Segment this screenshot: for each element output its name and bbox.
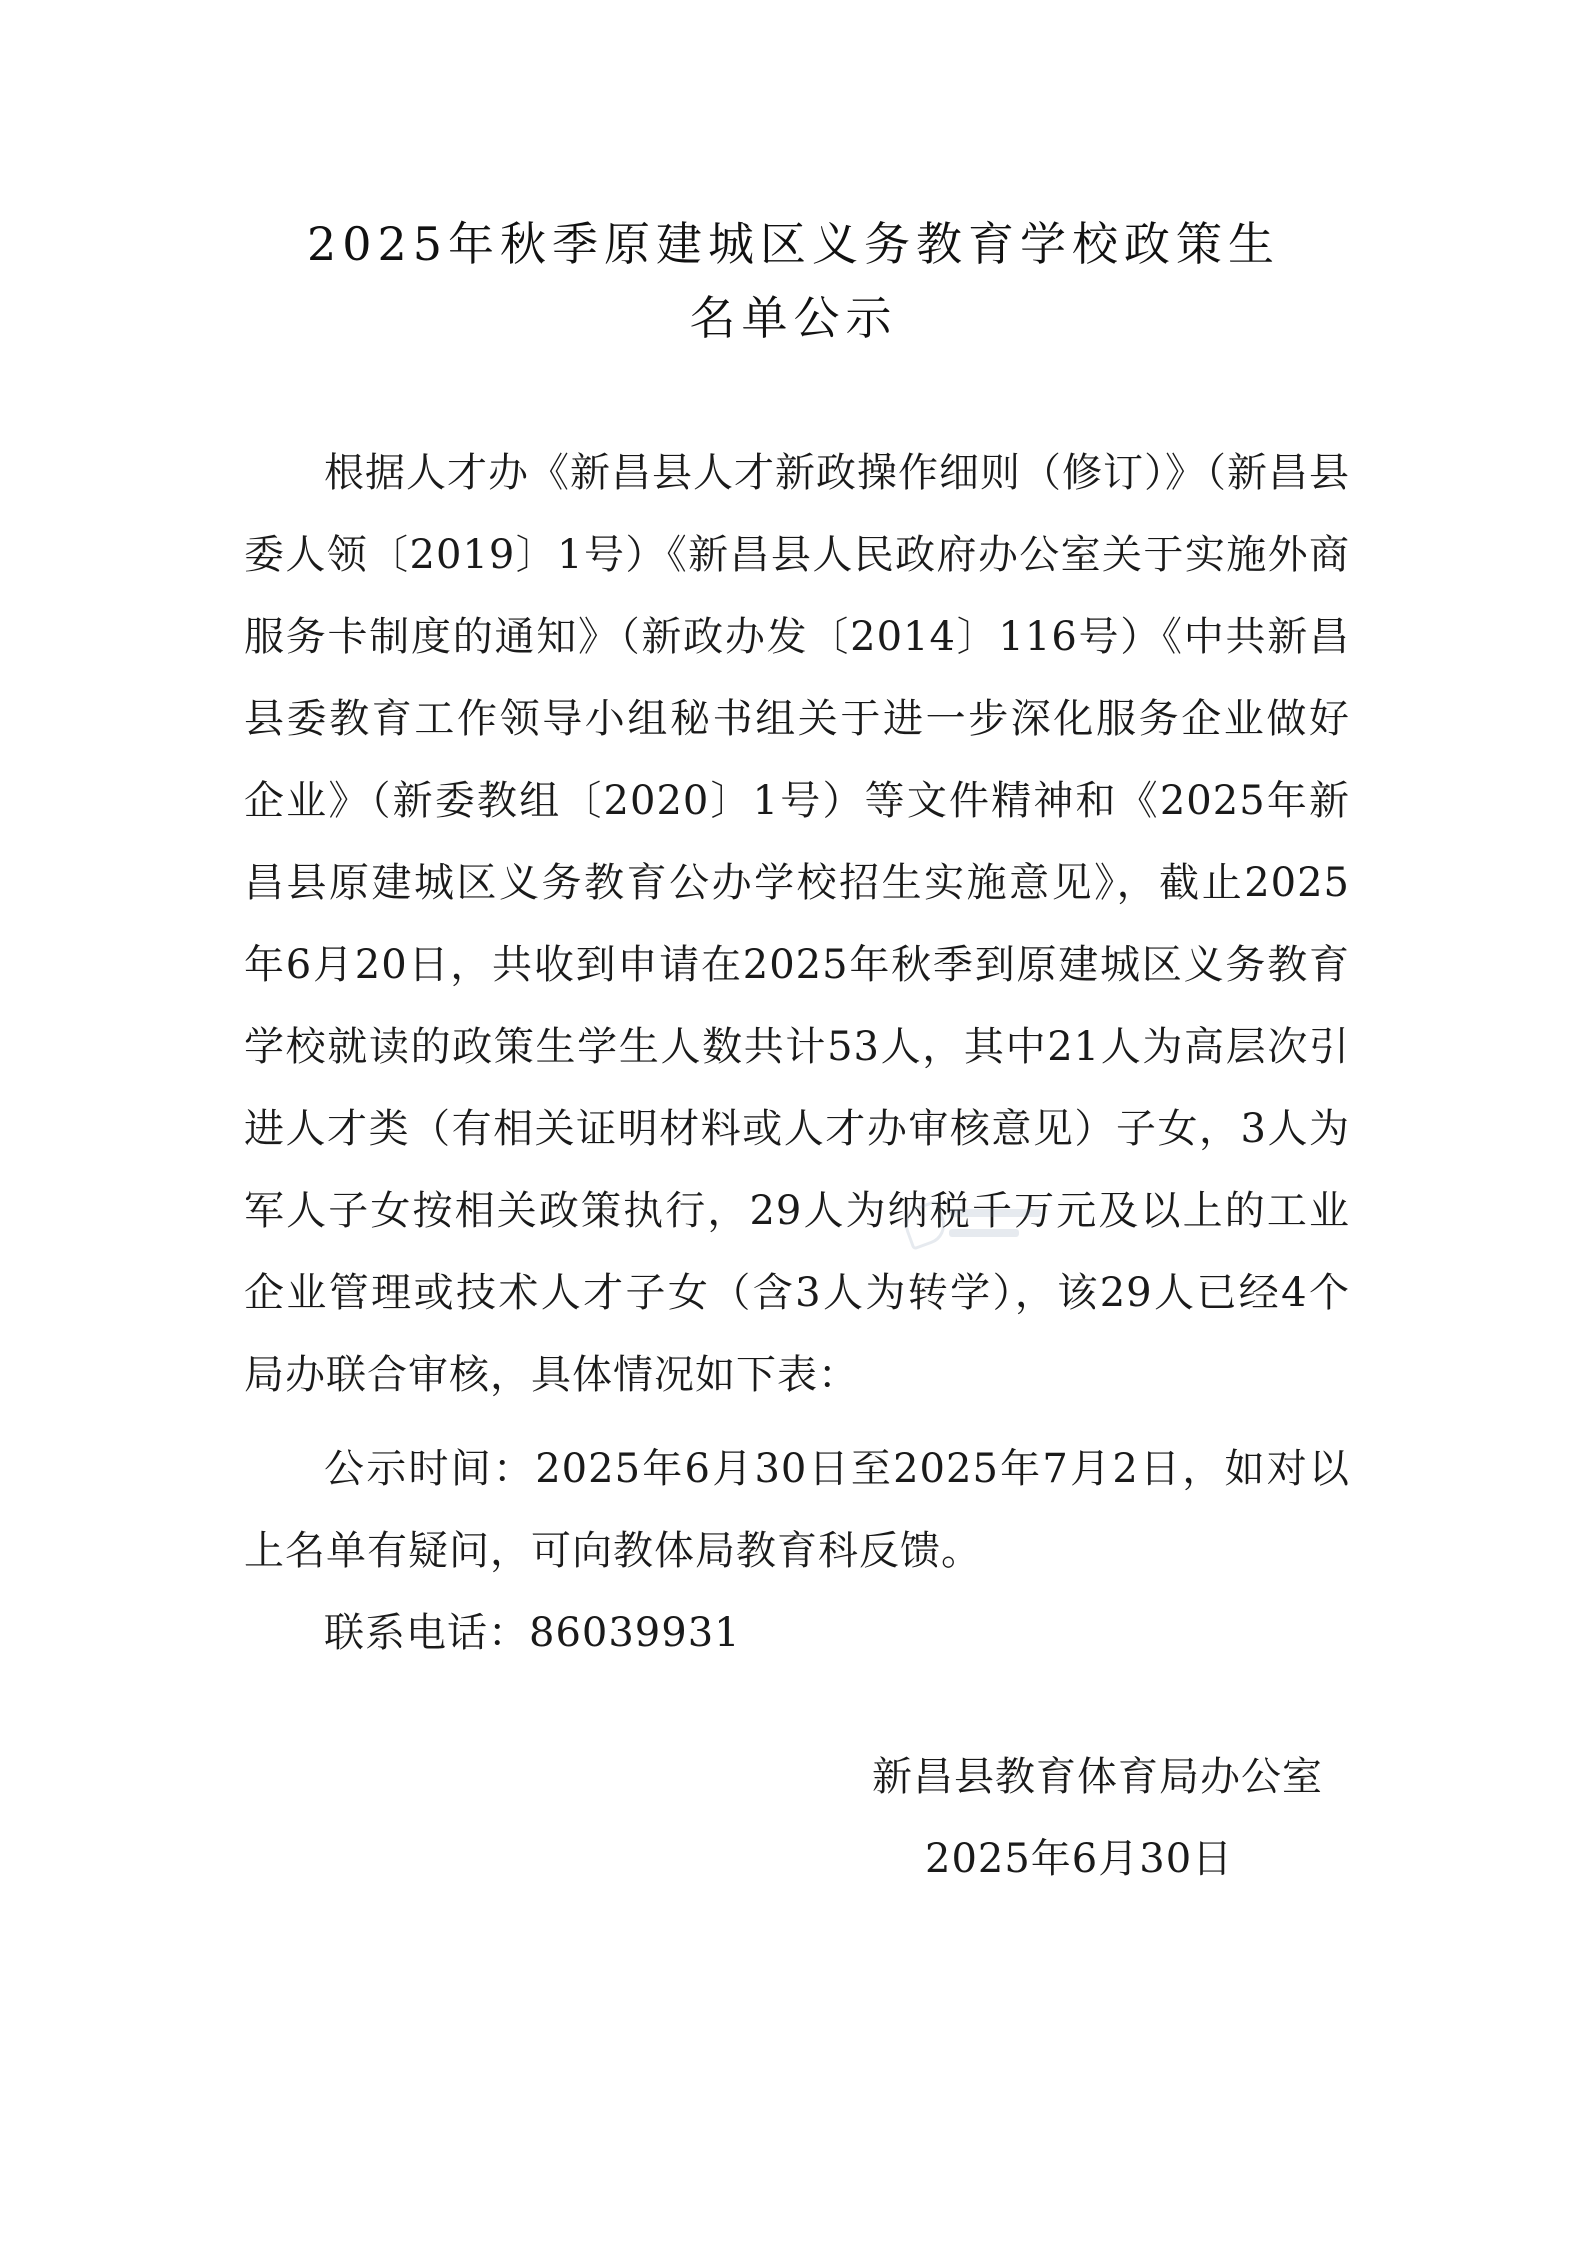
document-title-line-1: 2025年秋季原建城区义务教育学校政策生 [306, 217, 1281, 271]
site-logo-watermark-icon [905, 1195, 1055, 1255]
watermark-mark-shape [899, 1199, 950, 1250]
signature-date: 2025年6月30日 [925, 1836, 1234, 1882]
notice-paragraph-main: 根据人才办《新昌县人才新政操作细则（修订）》（新昌县委人领〔2019〕1号）《新昌县人民政府办公室关于实施外商服务卡制度的通知》（新政办发〔2014〕116号）《中共新昌县委教育工作领导小组秘书组关于进一步深化服务企业做好企业》（新委教组〔2020〕1号）等文件精神和《2025年新昌县原建城区义务教育公办学校招生实施意见》，截止2025年6月20日，共收到申请在2025年秋季到原建城区义务教育学校就读的政策生学生人数共计53人，其中21人为高层次引进人才类（有相关证明材料或人才办审核意见）子女，3人为军人子女按相关政策执行，29人为纳税千万元及以上的工业企业管理或技术人才子女（含3人为转学），该29人已经4个局办联合审核，具体情况如下表： [244, 450, 1350, 1398]
notice-paragraph-publicity-period: 公示时间：2025年6月30日至2025年7月2日，如对以上名单有疑问，可向教体局教育科反馈。 [244, 1446, 1350, 1574]
signature-organization: 新昌县教育体育局办公室 [872, 1754, 1323, 1800]
watermark-bar-top [949, 1209, 1041, 1217]
notice-paragraph-contact-phone: 联系电话：86039931 [324, 1610, 741, 1656]
document-title-line-2: 名单公示 [689, 291, 898, 345]
watermark-bar-bottom [949, 1229, 1019, 1237]
